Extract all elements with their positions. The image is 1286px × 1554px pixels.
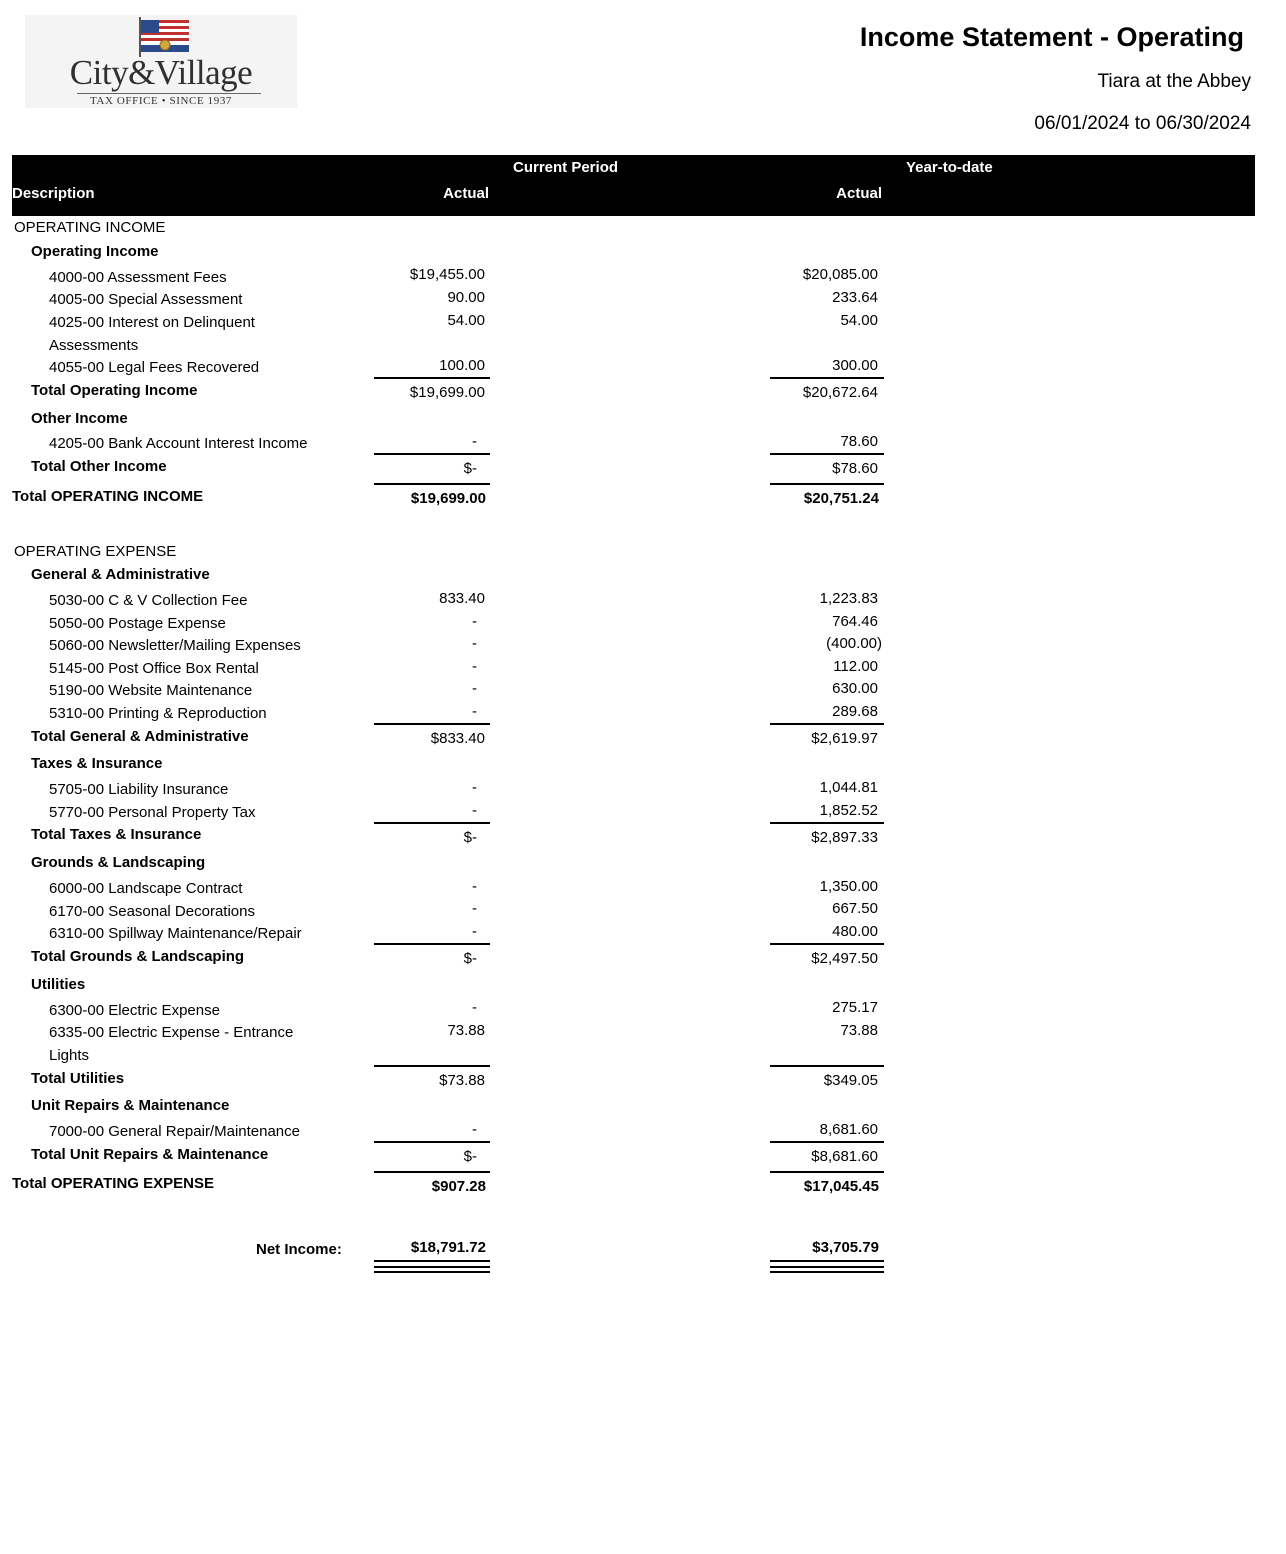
current-amount: - (472, 999, 477, 1016)
account-label: 5190-00 Website Maintenance (49, 682, 253, 699)
account-label: 4000-00 Assessment Fees (49, 269, 227, 286)
subtotal-rule (374, 822, 490, 824)
ytd-amount: (400.00) (826, 635, 882, 652)
group-heading: Operating Income (31, 243, 159, 260)
group-heading: Grounds & Landscaping (31, 854, 206, 871)
current-period-header: Current Period (513, 159, 619, 176)
ytd-amount: 764.46 (832, 613, 878, 630)
group-total-label: Total Operating Income (31, 382, 198, 399)
current-amount: - (472, 680, 477, 697)
ytd-amount: $20,672.64 (802, 384, 878, 401)
logo-rule (77, 93, 261, 94)
current-amount: 100.00 (439, 357, 485, 374)
current-amount: - (472, 635, 477, 652)
account-label-continued: Assessments (49, 337, 139, 354)
account-label: 4055-00 Legal Fees Recovered (49, 359, 260, 376)
account-label: 5770-00 Personal Property Tax (49, 804, 256, 821)
group-heading: Taxes & Insurance (31, 755, 163, 772)
subtotal-rule (374, 1141, 490, 1143)
ytd-amount: 630.00 (832, 680, 878, 697)
ytd-actual-header: Actual (836, 185, 882, 202)
account-label: 7000-00 General Repair/Maintenance (49, 1123, 300, 1140)
ytd-amount: $349.05 (823, 1072, 878, 1089)
group-total-label: Total Unit Repairs & Maintenance (31, 1146, 269, 1163)
subtotal-rule (770, 1065, 884, 1067)
subtotal-rule (374, 943, 490, 945)
subtotal-rule (770, 377, 884, 379)
ytd-amount: 1,852.52 (819, 802, 878, 819)
current-amount: $73.88 (439, 1072, 485, 1089)
logo-tagline: TAX OFFICE • SINCE 1937 (89, 95, 233, 107)
subtotal-rule (770, 822, 884, 824)
current-amount: $19,699.00 (409, 384, 485, 401)
group-total-label: Total Grounds & Landscaping (31, 948, 245, 965)
ytd-amount: $2,497.50 (811, 950, 878, 967)
ytd-amount: 54.00 (840, 312, 878, 329)
account-label: 4005-00 Special Assessment (49, 291, 243, 308)
ytd-amount: 480.00 (832, 923, 878, 940)
current-amount: - (472, 703, 477, 720)
subtotal-rule (770, 943, 884, 945)
current-actual-header: Actual (443, 185, 489, 202)
subtotal-rule (374, 377, 490, 379)
current-amount: - (472, 802, 477, 819)
current-amount: - (472, 900, 477, 917)
subtotal-rule (374, 1065, 490, 1067)
current-amount: $19,455.00 (409, 266, 485, 283)
ytd-amount: 1,223.83 (819, 590, 878, 607)
current-amount: 54.00 (447, 312, 485, 329)
current-amount: 90.00 (447, 289, 485, 306)
double-underline (374, 1266, 490, 1273)
current-amount: - (472, 878, 477, 895)
subtotal-rule (770, 453, 884, 455)
ytd-amount: 78.60 (840, 433, 878, 450)
subtotal-rule (374, 723, 490, 725)
ytd-amount: 1,044.81 (819, 779, 878, 796)
section-total-label: Total OPERATING INCOME (12, 488, 204, 505)
group-total-label: Total Utilities (31, 1070, 125, 1087)
ytd-amount: $2,619.97 (811, 730, 878, 747)
ytd-amount: 275.17 (832, 999, 878, 1016)
current-amount: - (472, 613, 477, 630)
logo-wordmark: City&Village (69, 53, 253, 92)
current-amount: $- (463, 829, 477, 846)
account-label: 6300-00 Electric Expense (49, 1002, 220, 1019)
current-amount: - (472, 1121, 477, 1138)
column-header-band (12, 155, 1255, 216)
section-total-rule (770, 483, 884, 485)
subtotal-rule (770, 723, 884, 725)
current-amount: $19,699.00 (410, 490, 486, 507)
property-name: Tiara at the Abbey (1097, 71, 1251, 92)
section-total-rule (770, 1171, 884, 1173)
net-income-rule (770, 1260, 884, 1262)
account-label: 5030-00 C & V Collection Fee (49, 592, 248, 609)
group-heading: Other Income (31, 410, 128, 427)
current-amount: - (472, 433, 477, 450)
description-header: Description (12, 185, 95, 202)
current-amount: $- (463, 460, 477, 477)
ytd-amount: 8,681.60 (819, 1121, 878, 1138)
account-label: 5050-00 Postage Expense (49, 615, 226, 632)
group-total-label: Total Taxes & Insurance (31, 826, 202, 843)
ytd-amount: 300.00 (832, 357, 878, 374)
report-period: 06/01/2024 to 06/30/2024 (1034, 113, 1251, 134)
ytd-amount: $2,897.33 (811, 829, 878, 846)
account-label: 6335-00 Electric Expense - Entrance (49, 1024, 294, 1041)
ytd-amount: $17,045.45 (803, 1178, 879, 1195)
ytd-amount: 1,350.00 (819, 878, 878, 895)
current-amount: 833.40 (439, 590, 485, 607)
section-heading: OPERATING EXPENSE (14, 543, 177, 560)
current-amount: - (472, 779, 477, 796)
net-income-label: Net Income: (256, 1241, 342, 1258)
double-underline (770, 1266, 884, 1273)
ytd-amount: 112.00 (833, 658, 878, 675)
ytd-amount: 233.64 (832, 289, 878, 306)
account-label: 6000-00 Landscape Contract (49, 880, 243, 897)
subtotal-rule (770, 1141, 884, 1143)
current-amount: $907.28 (431, 1178, 486, 1195)
company-logo (25, 15, 297, 108)
ytd-amount: 289.68 (832, 703, 878, 720)
section-total-rule (374, 483, 490, 485)
current-amount: 73.88 (447, 1022, 485, 1039)
current-amount: $- (463, 950, 477, 967)
net-income-current: $18,791.72 (410, 1239, 486, 1256)
account-label: 4205-00 Bank Account Interest Income (49, 435, 308, 452)
account-label: 5705-00 Liability Insurance (49, 781, 229, 798)
account-label: 5310-00 Printing & Reproduction (49, 705, 267, 722)
ytd-amount: 73.88 (840, 1022, 878, 1039)
account-label: 5145-00 Post Office Box Rental (49, 660, 259, 677)
current-amount: $- (463, 1148, 477, 1165)
net-income-rule (374, 1260, 490, 1262)
group-heading: Utilities (31, 976, 86, 993)
ytd-amount: $20,085.00 (802, 266, 878, 283)
ytd-header: Year-to-date (906, 159, 993, 176)
report-title: Income Statement - Operating (859, 22, 1244, 52)
account-label: 6310-00 Spillway Maintenance/Repair (49, 925, 302, 942)
section-total-rule (374, 1171, 490, 1173)
group-total-label: Total General & Administrative (31, 728, 249, 745)
group-heading: General & Administrative (31, 566, 210, 583)
account-label-continued: Lights (49, 1047, 90, 1064)
account-label: 4025-00 Interest on Delinquent (49, 314, 255, 331)
group-heading: Unit Repairs & Maintenance (31, 1097, 230, 1114)
current-amount: - (472, 658, 477, 675)
current-amount: $833.40 (430, 730, 485, 747)
ytd-amount: 667.50 (832, 900, 878, 917)
subtotal-rule (374, 453, 490, 455)
section-heading: OPERATING INCOME (14, 219, 166, 236)
group-total-label: Total Other Income (31, 458, 167, 475)
flag-icon (136, 17, 192, 57)
ytd-amount: $78.60 (832, 460, 878, 477)
account-label: 5060-00 Newsletter/Mailing Expenses (49, 637, 301, 654)
ytd-amount: $8,681.60 (811, 1148, 878, 1165)
account-label: 6170-00 Seasonal Decorations (49, 903, 255, 920)
net-income-ytd: $3,705.79 (812, 1239, 879, 1256)
section-total-label: Total OPERATING EXPENSE (12, 1175, 214, 1192)
ytd-amount: $20,751.24 (803, 490, 879, 507)
current-amount: - (472, 923, 477, 940)
